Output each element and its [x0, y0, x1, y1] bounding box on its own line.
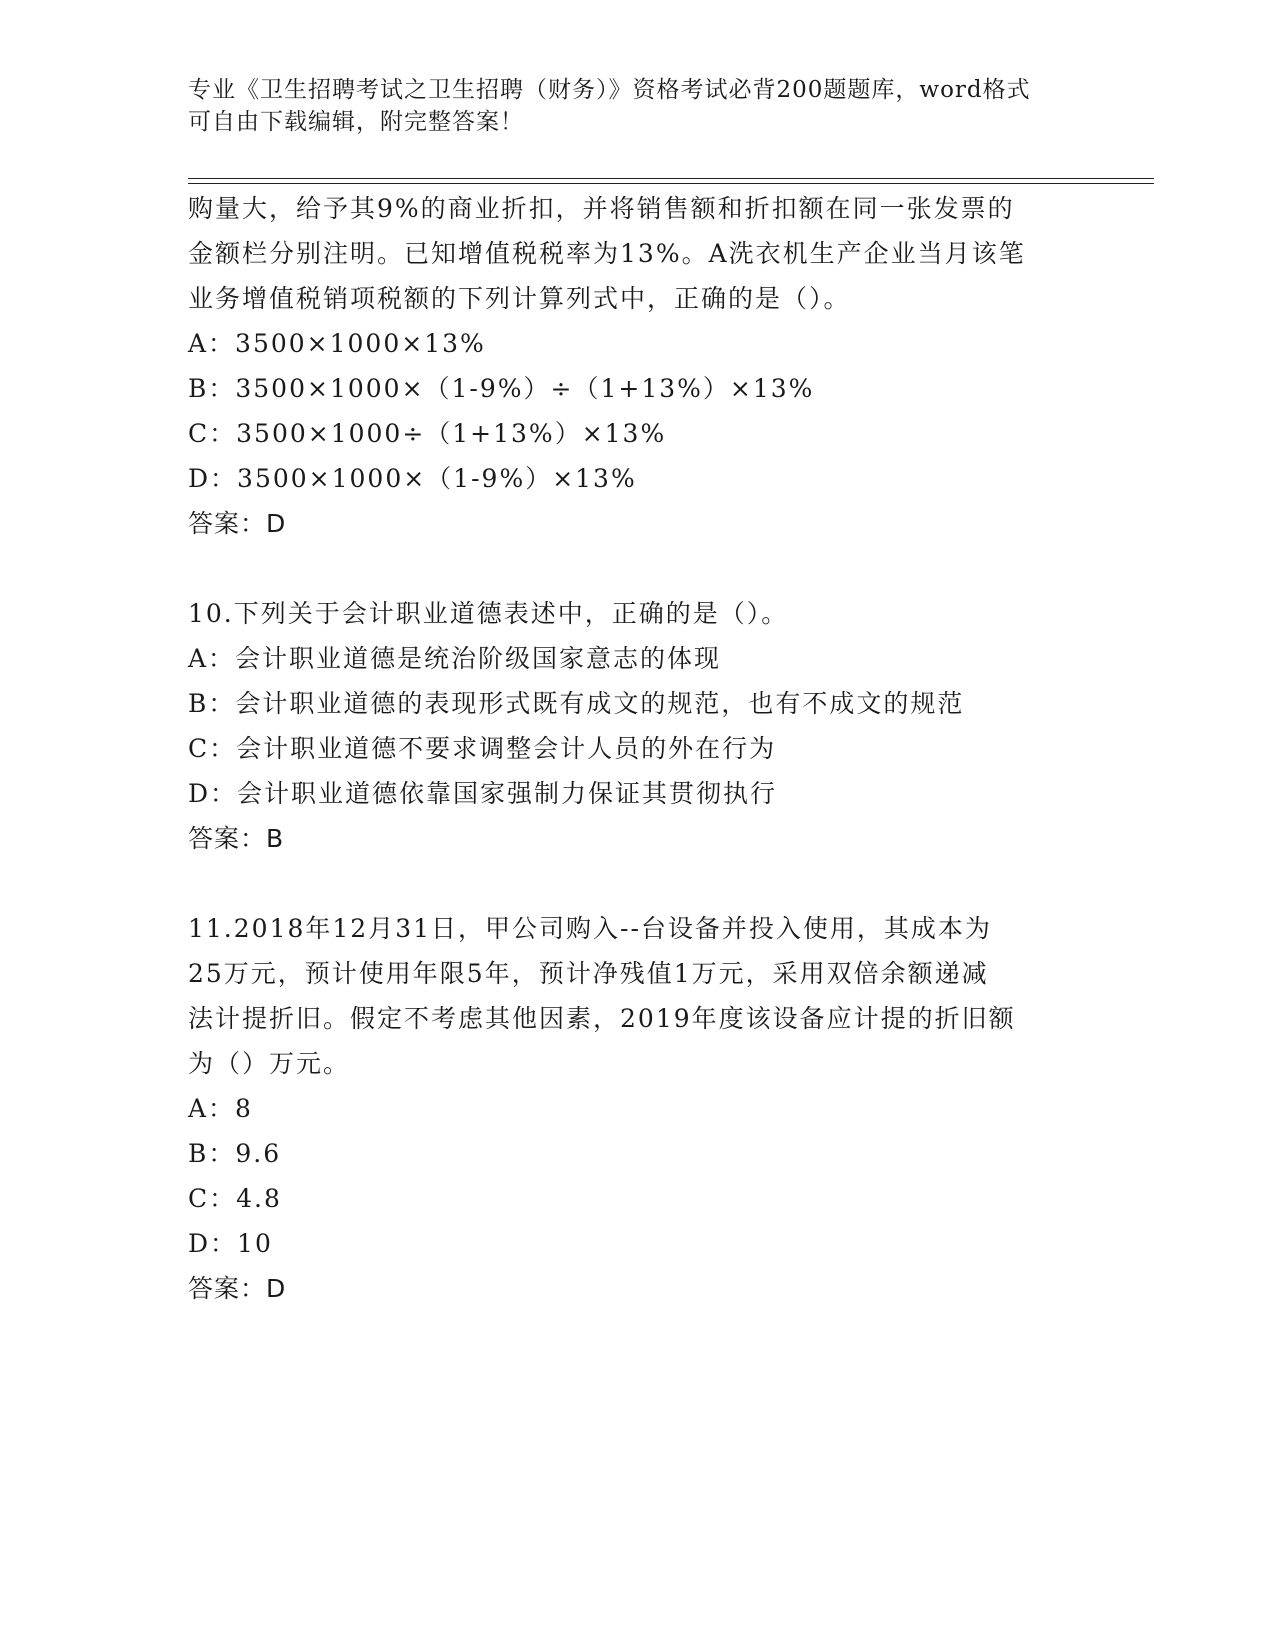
question-stem-line: 10.下列关于会计职业道德表述中，正确的是（）。	[188, 599, 789, 628]
option-a: A：3500×1000×13%	[188, 329, 486, 358]
spacer	[188, 546, 1088, 591]
option-c: C：3500×1000÷（1+13%）×13%	[188, 419, 667, 448]
option-b: B：会计职业道德的表现形式既有成文的规范，也有不成文的规范	[188, 689, 965, 718]
option-d: D：10	[188, 1229, 273, 1258]
spacer	[188, 861, 1088, 906]
header-divider-top	[188, 178, 1154, 179]
answer-line: 答案：D	[188, 1274, 287, 1303]
option-c: C：会计职业道德不要求调整会计人员的外在行为	[188, 734, 777, 763]
document-header	[188, 74, 1068, 138]
question-9	[188, 186, 1088, 546]
question-10	[188, 591, 1088, 861]
question-stem-line: 11.2018年12月31日，甲公司购入--台设备并投入使用，其成本为	[188, 914, 992, 943]
answer-line: 答案：D	[188, 509, 287, 538]
question-stem-line: 法计提折旧。假定不考虑其他因素，2019年度该设备应计提的折旧额	[188, 1004, 1016, 1033]
document-body	[188, 186, 1088, 1311]
header-line-2: 可自由下载编辑，附完整答案！	[188, 109, 524, 135]
question-stem-line: 为（）万元。	[188, 1049, 351, 1078]
question-stem-line: 购量大，给予其9%的商业折扣，并将销售额和折扣额在同一张发票的	[188, 194, 1015, 223]
question-stem-line: 业务增值税销项税额的下列计算列式中，正确的是（）。	[188, 284, 851, 313]
option-b: B：9.6	[188, 1139, 282, 1168]
header-line-1: 专业《卫生招聘考试之卫生招聘（财务）》资格考试必背200题题库，word格式	[188, 77, 1031, 103]
header-divider-bottom	[188, 183, 1154, 184]
question-11	[188, 906, 1088, 1311]
option-c: C：4.8	[188, 1184, 282, 1213]
option-a: A：8	[188, 1094, 253, 1123]
option-d: D：会计职业道德依靠国家强制力保证其贯彻执行	[188, 779, 778, 808]
answer-line: 答案：B	[188, 824, 285, 853]
option-d: D：3500×1000×（1-9%）×13%	[188, 464, 637, 493]
question-stem-line: 25万元，预计使用年限5年，预计净残值1万元，采用双倍余额递减	[188, 959, 989, 988]
option-a: A：会计职业道德是统治阶级国家意志的体现	[188, 644, 722, 673]
option-b: B：3500×1000×（1-9%）÷（1+13%）×13%	[188, 374, 815, 403]
question-stem-line: 金额栏分别注明。已知增值税税率为13%。A洗衣机生产企业当月该笔	[188, 239, 1026, 268]
